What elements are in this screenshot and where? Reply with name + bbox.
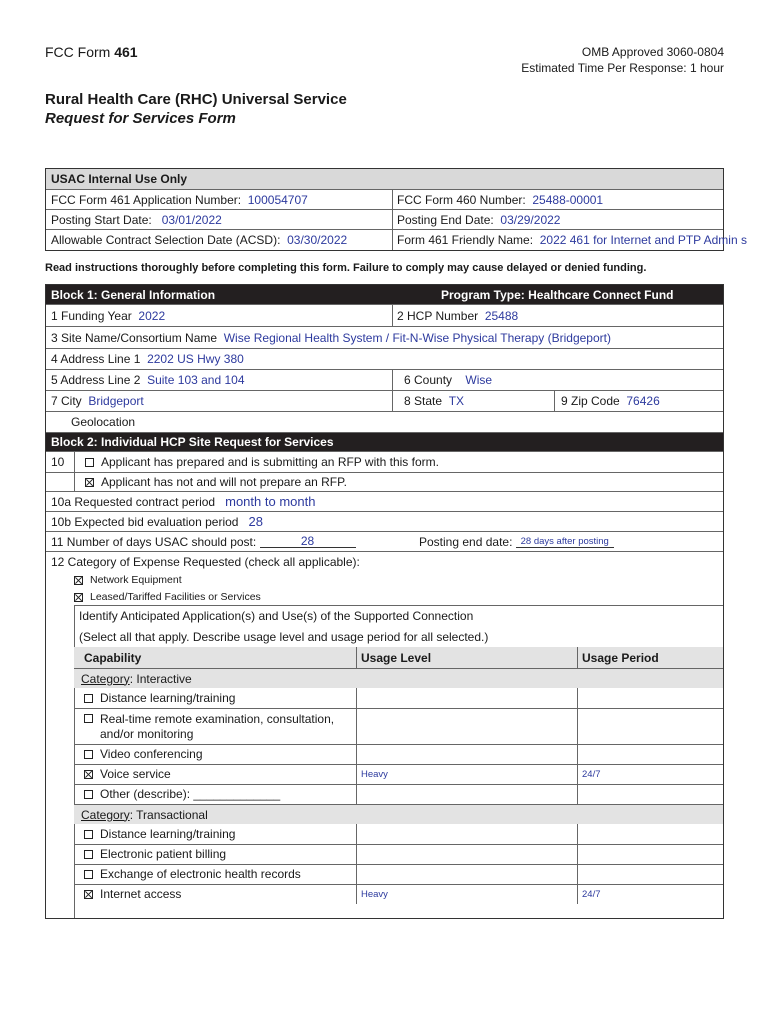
acsd-label: Allowable Contract Selection Date (ACSD): 03/30/2022 <box>51 233 348 247</box>
checkbox-icon[interactable] <box>84 694 93 703</box>
address2-value[interactable]: Suite 103 and 104 <box>147 373 245 387</box>
capability-option[interactable] <box>79 865 301 884</box>
capability-row <box>74 744 723 764</box>
posting-end-value[interactable]: 03/29/2022 <box>500 212 561 227</box>
county-value[interactable]: Wise <box>465 373 493 387</box>
category-interactive: Category : Interactive <box>81 671 192 686</box>
checkbox-icon[interactable] <box>84 750 93 759</box>
address2-label: 5 Address Line 2 <box>51 373 141 387</box>
category-interactive-row <box>74 668 723 688</box>
checkbox-icon[interactable] <box>84 790 93 799</box>
internal-heading-row <box>46 169 723 189</box>
checked-checkbox-icon[interactable] <box>84 770 93 779</box>
q10-row <box>46 451 723 472</box>
capability-row <box>74 864 723 884</box>
usage-period-value[interactable] <box>577 709 582 744</box>
friendly-name-label: Form 461 Friendly Name: 2022 461 for Internet and PTP Admin s <box>392 230 768 250</box>
internal-row-3 <box>46 229 747 250</box>
state-label: 8 State <box>404 394 443 408</box>
usage-level-header: Usage Level <box>361 650 432 665</box>
capability-option[interactable] <box>79 845 226 864</box>
transactional-rows <box>74 824 723 904</box>
usage-level-value[interactable] <box>356 785 361 804</box>
usage-level-value[interactable]: Heavy <box>361 889 388 900</box>
app-number-label: FCC Form 461 Application Number: 100054707 <box>51 192 308 207</box>
capability-option[interactable] <box>79 765 171 784</box>
contract-period-label: 10a Requested contract period <box>51 494 216 509</box>
posting-end-label: Posting End Date: 03/29/2022 <box>397 212 561 227</box>
site-name-label: 3 Site Name/Consortium Name <box>51 330 218 345</box>
omb-approval: OMB Approved 3060-0804 <box>581 45 724 59</box>
block2-heading-row <box>46 432 723 451</box>
usage-period-value[interactable] <box>577 785 582 804</box>
capability-option[interactable] <box>79 745 203 764</box>
checked-checkbox-icon[interactable] <box>85 478 94 487</box>
hcp-number-value[interactable]: 25488 <box>484 308 519 323</box>
address1-row <box>46 348 723 369</box>
city-row <box>46 390 723 411</box>
usage-period-value[interactable] <box>577 745 582 764</box>
form-number: FCC Form 461 <box>45 44 138 60</box>
block1-heading-row <box>46 285 723 304</box>
capability-option[interactable] <box>79 824 235 844</box>
capability-label: Other (describe): _____________ <box>100 787 281 801</box>
usage-level-value[interactable] <box>356 865 361 884</box>
capability-header-row <box>74 647 723 668</box>
capability-row <box>74 824 723 844</box>
internal-row-1 <box>46 189 723 209</box>
address1-label: 4 Address Line 1 <box>51 352 141 366</box>
capability-label: Exchange of electronic health records <box>100 867 301 881</box>
zip-label: 9 Zip Code <box>561 394 620 408</box>
interactive-rows <box>74 688 723 804</box>
usage-period-value[interactable] <box>577 824 582 844</box>
capability-option[interactable] <box>79 688 235 708</box>
capability-label-cont: and/or monitoring <box>100 727 194 741</box>
expense-category-label: 12 Category of Expense Requested (check all applicable): <box>51 555 360 569</box>
capability-label: Distance learning/training <box>100 826 236 841</box>
usage-period-value[interactable] <box>577 688 582 708</box>
network-equipment-option[interactable]: Network Equipment <box>74 574 182 586</box>
estimated-time: Estimated Time Per Response: 1 hour <box>521 61 724 75</box>
internal-use-table <box>45 168 747 251</box>
q10-opt2-row <box>46 472 723 491</box>
address2-row <box>46 369 723 390</box>
posting-end-date-label: Posting end date: <box>419 534 513 549</box>
capability-row <box>74 688 723 708</box>
checkbox-icon[interactable] <box>84 850 93 859</box>
capability-row <box>74 708 723 744</box>
usage-period-value[interactable]: 24/7 <box>582 769 601 780</box>
q12-section <box>46 551 723 918</box>
state-value[interactable]: TX <box>448 394 465 408</box>
block1-heading: Block 1: General Information <box>51 287 216 302</box>
geolocation-label: Geolocation <box>71 415 136 429</box>
usage-period-value[interactable] <box>577 845 582 864</box>
days-to-post-label: 11 Number of days USAC should post: <box>51 534 257 549</box>
omb-info <box>521 44 724 76</box>
capability-table <box>74 647 723 904</box>
friendly-name-value[interactable]: 2022 461 for Internet and PTP Admin s <box>539 233 747 247</box>
capability-row <box>74 784 723 804</box>
days-to-post-value[interactable]: 28 <box>260 535 356 548</box>
main-form-table <box>45 284 724 919</box>
capability-row <box>74 844 723 864</box>
usage-level-value[interactable] <box>356 709 361 744</box>
usage-level-value[interactable]: Heavy <box>361 769 388 780</box>
geolocation-row <box>46 411 723 432</box>
usage-level-value[interactable] <box>356 745 361 764</box>
q11-row <box>46 531 723 551</box>
address1-value[interactable]: 2202 US Hwy 380 <box>147 352 244 366</box>
f460-number-label: FCC Form 460 Number: 25488-00001 <box>397 192 604 207</box>
bid-evaluation-value[interactable]: 28 <box>248 514 263 529</box>
site-row <box>46 326 723 348</box>
leased-facilities-option[interactable]: Leased/Tariffed Facilities or Services <box>74 591 261 603</box>
capability-row <box>74 884 723 904</box>
identify-applications-note: (Select all that apply. Describe usage level and usage period for all selected.) <box>79 630 489 644</box>
contract-period-value[interactable]: month to month <box>225 494 316 509</box>
capability-option[interactable] <box>79 785 280 804</box>
posting-start-label: Posting Start Date: 03/01/2022 <box>51 212 222 227</box>
instructions: Read instructions thoroughly before completing this form. Failure to comply may cause delayed or denied funding. <box>45 262 647 274</box>
capability-label: Video conferencing <box>100 747 203 761</box>
zip-value[interactable]: 76426 <box>626 394 660 408</box>
usage-period-value[interactable]: 24/7 <box>582 889 601 900</box>
program-type: Program Type: Healthcare Connect Fund <box>441 287 674 302</box>
category-transactional-row <box>74 804 723 824</box>
acsd-value[interactable]: 03/30/2022 <box>287 233 348 247</box>
checkbox-icon[interactable] <box>84 714 93 723</box>
form-subtitle: Request for Services Form <box>45 110 236 127</box>
checkbox-icon[interactable] <box>84 830 93 839</box>
capability-header: Capability <box>84 650 142 665</box>
county-label: 6 County <box>404 373 453 387</box>
capability-label: Voice service <box>100 767 171 781</box>
funding-year-value[interactable]: 2022 <box>138 308 166 323</box>
checkbox-icon[interactable] <box>85 458 94 467</box>
q10a-row <box>46 491 723 511</box>
usage-level-value[interactable] <box>356 688 361 708</box>
checked-checkbox-icon[interactable] <box>74 593 83 602</box>
q10-number: 10 <box>51 455 65 469</box>
form-title: Rural Health Care (RHC) Universal Service <box>45 91 347 108</box>
identify-applications-text: Identify Anticipated Application(s) and Use(s) of the Supported Connection <box>79 609 474 623</box>
site-name-value[interactable]: Wise Regional Health System / Fit-N-Wise Physical Therapy (Bridgeport) <box>223 330 611 345</box>
capability-option[interactable] <box>79 709 334 744</box>
internal-row-2 <box>46 209 723 229</box>
category-transactional: Category : Transactional <box>81 807 208 822</box>
usage-period-value[interactable] <box>577 865 582 884</box>
usage-level-value[interactable] <box>356 824 361 844</box>
usage-period-header: Usage Period <box>582 650 659 665</box>
usage-level-value[interactable] <box>356 845 361 864</box>
capability-label: Distance learning/training <box>100 690 236 705</box>
posting-start-value[interactable]: 03/01/2022 <box>161 212 222 227</box>
internal-heading: USAC Internal Use Only <box>51 172 188 186</box>
checked-checkbox-icon[interactable] <box>84 890 93 899</box>
block2-heading: Block 2: Individual HCP Site Request for Services <box>51 435 334 449</box>
app-number-value[interactable]: 100054707 <box>247 192 308 207</box>
checked-checkbox-icon[interactable] <box>74 576 83 585</box>
posting-end-date-value[interactable]: 28 days after posting <box>516 536 614 548</box>
rfp-option-1[interactable]: Applicant has prepared and is submitting an RFP with this form. <box>80 452 439 472</box>
bid-evaluation-label: 10b Expected bid evaluation period <box>51 514 239 529</box>
capability-label: Real-time remote examination, consultation, <box>100 712 335 726</box>
funding-row <box>46 304 723 326</box>
funding-year-label: 1 Funding Year <box>51 308 132 323</box>
checkbox-icon[interactable] <box>84 870 93 879</box>
capability-label: Internet access <box>100 887 182 901</box>
rfp-option-2[interactable]: Applicant has not and will not prepare an RFP. <box>80 473 347 491</box>
capability-option[interactable] <box>79 885 181 904</box>
city-value[interactable]: Bridgeport <box>88 394 144 408</box>
capability-row <box>74 764 723 784</box>
f460-number-value[interactable]: 25488-00001 <box>532 192 604 207</box>
capability-label: Electronic patient billing <box>100 847 227 861</box>
city-label: 7 City <box>51 394 82 408</box>
hcp-number-label: 2 HCP Number <box>397 308 479 323</box>
q10b-row <box>46 511 723 531</box>
